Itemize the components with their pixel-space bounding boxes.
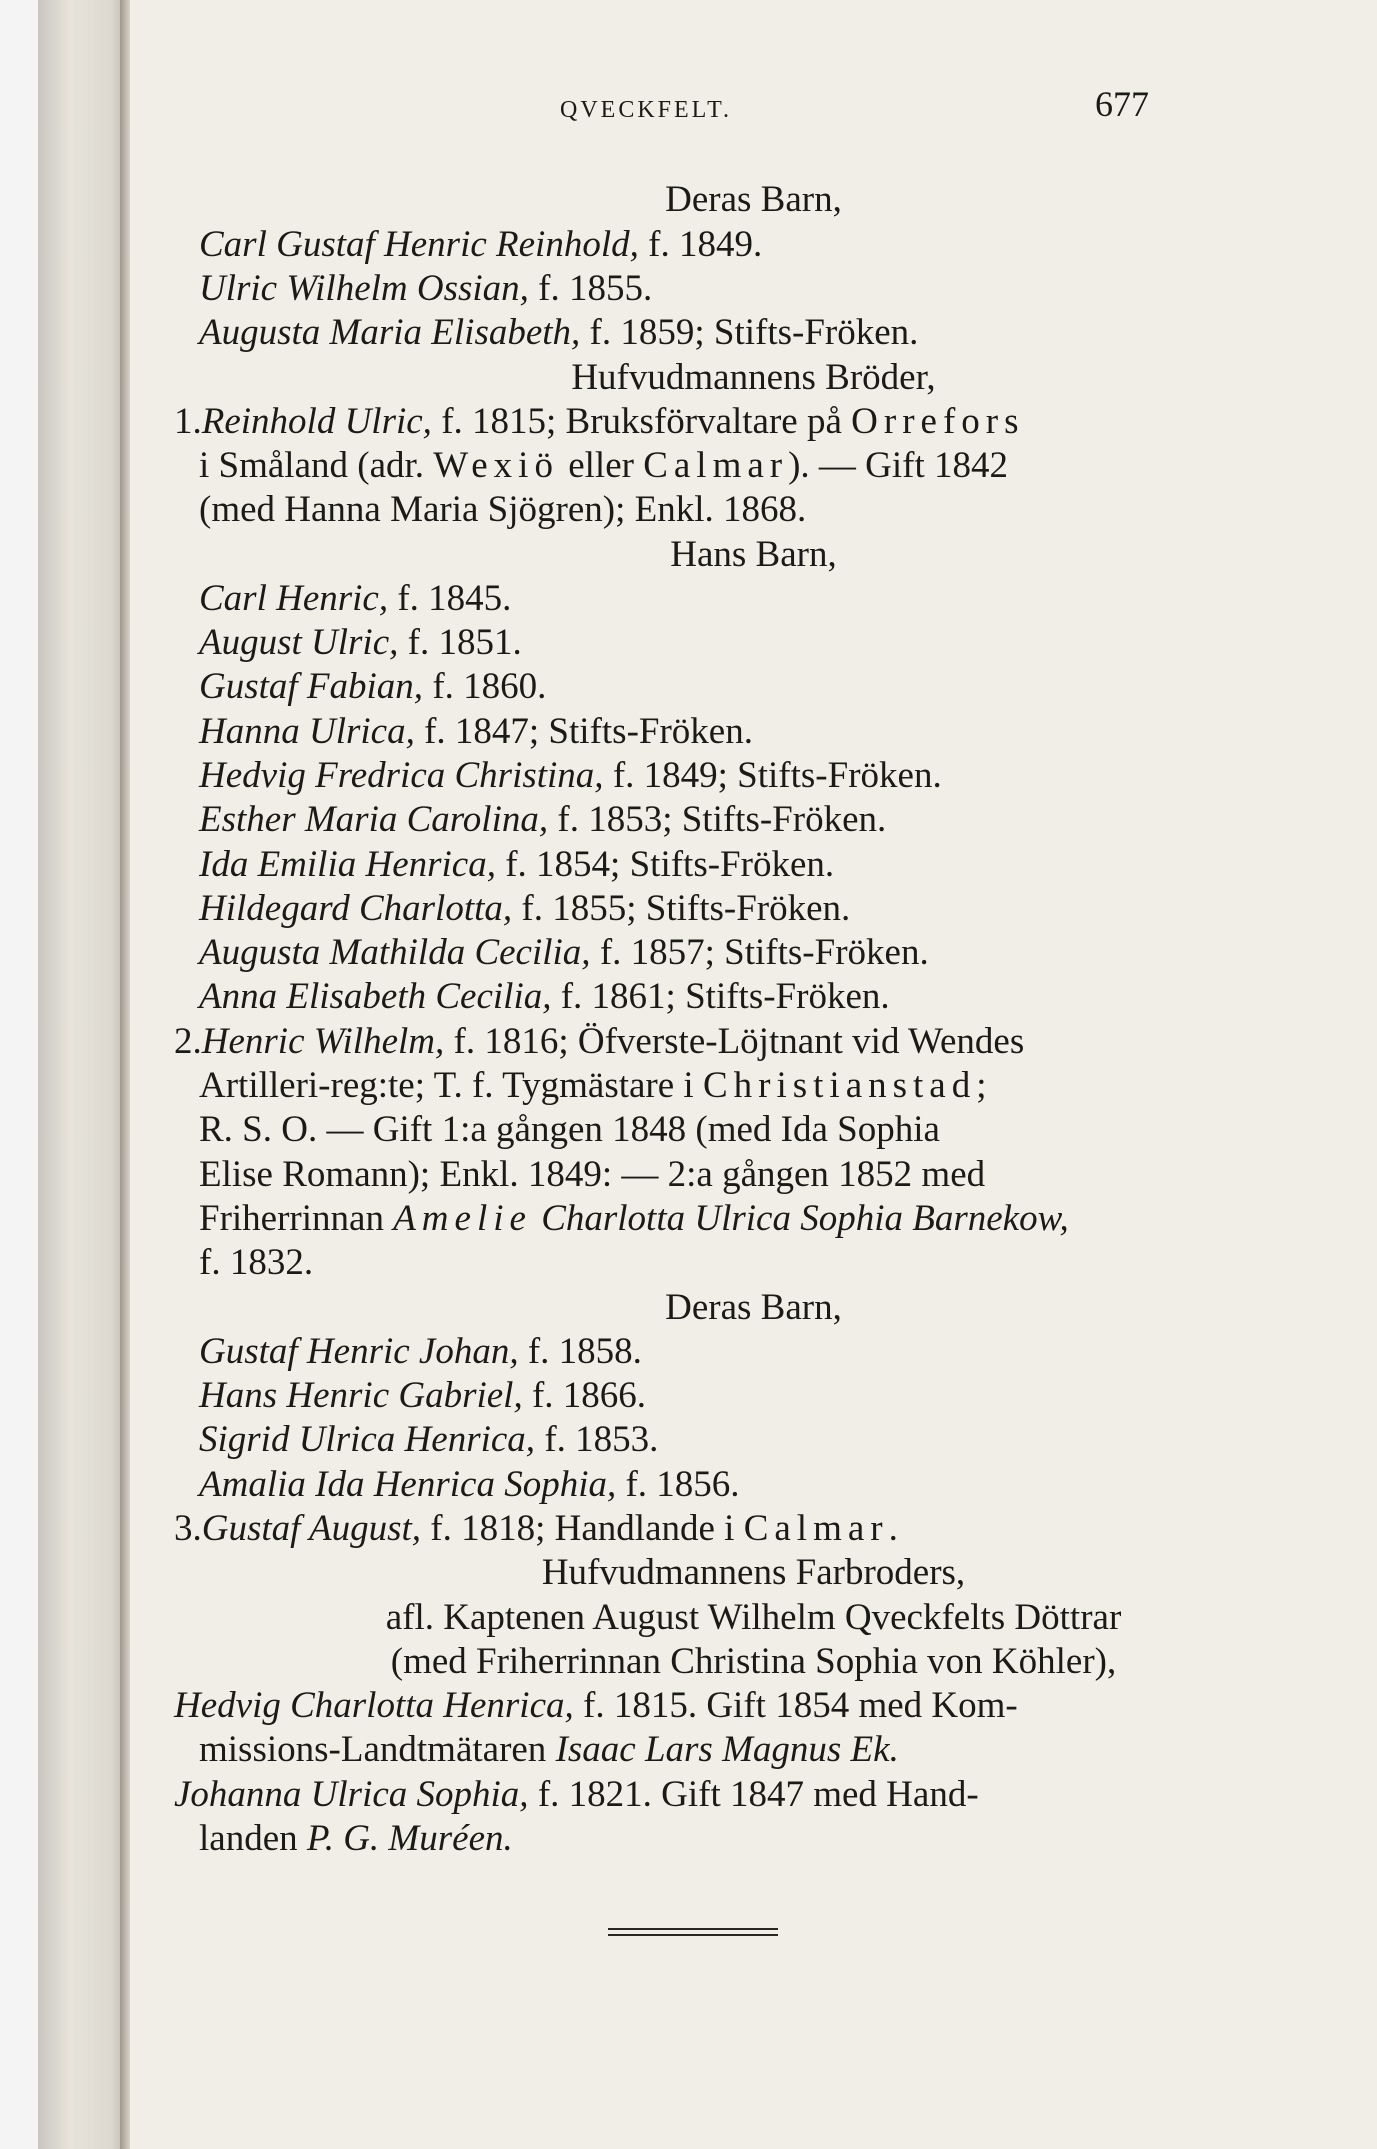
text-line: Artilleri-reg:te; T. f. Tygmästare i Christianstad; [199, 1065, 987, 1106]
book-page [130, 0, 1377, 2149]
text-line: Sigrid Ulrica Henrica, f. 1853. [199, 1419, 659, 1460]
heading-deras-barn: Deras Barn, [665, 179, 842, 220]
book-gutter [120, 0, 130, 2149]
text-line: Anna Elisabeth Cecilia, f. 1861; Stifts-Fröken. [199, 976, 890, 1017]
text-line: Carl Gustaf Henric Reinhold, f. 1849. [199, 224, 763, 265]
text-line: Hildegard Charlotta, f. 1855; Stifts-Fröken. [199, 888, 851, 929]
text-line: Hans Henric Gabriel, f. 1866. [199, 1375, 647, 1416]
previous-page-edge [38, 0, 130, 2149]
text-line: f. 1832. [199, 1242, 314, 1283]
text-line: Hanna Ulrica, f. 1847; Stifts-Fröken. [199, 711, 753, 752]
page-number: 677 [1095, 84, 1149, 124]
text-line: 1.Reinhold Ulric, f. 1815; Bruksförvaltare på Orrefors [174, 401, 1025, 442]
text-line: Ulric Wilhelm Ossian, f. 1855. [199, 268, 653, 309]
text-line: Esther Maria Carolina, f. 1853; Stifts-Fröken. [199, 799, 887, 840]
text-line: i Småland (adr. Wexiö eller Calmar). — Gift 1842 [199, 445, 1009, 486]
running-head: QVECKFELT. [560, 97, 733, 123]
heading-uncle: Hufvudmannens Farbroders, [541, 1552, 966, 1593]
text-line: missions-Landtmätaren Isaac Lars Magnus Ek. [199, 1729, 899, 1770]
text-line: Johanna Ulrica Sophia, f. 1821. Gift 1847 med Hand- [174, 1774, 979, 1815]
text-line: Friherrinnan Amelie Charlotta Ulrica Sophia Barnekow, [199, 1198, 1069, 1239]
text-line: August Ulric, f. 1851. [199, 622, 522, 663]
text-line: 3.Gustaf August, f. 1818; Handlande i Calmar. [174, 1508, 898, 1549]
text-line: Gustaf Fabian, f. 1860. [199, 666, 547, 707]
text-line: landen P. G. Muréen. [199, 1818, 513, 1859]
text-line: Hedvig Charlotta Henrica, f. 1815. Gift 1854 med Kom- [174, 1685, 1018, 1726]
text-line: Ida Emilia Henrica, f. 1854; Stifts-Fröken. [199, 844, 835, 885]
subheading-daughters: afl. Kaptenen August Wilhelm Qveckfelts Döttrar [385, 1597, 1122, 1638]
subheading-mother: (med Friherrinnan Christina Sophia von Köhler), [390, 1641, 1117, 1682]
text-line: Elise Romann); Enkl. 1849: — 2:a gången 1852 med [199, 1154, 986, 1195]
text-line: Augusta Mathilda Cecilia, f. 1857; Stifts-Fröken. [199, 932, 929, 973]
text-line: R. S. O. — Gift 1:a gången 1848 (med Ida Sophia [199, 1109, 940, 1150]
text-line: Gustaf Henric Johan, f. 1858. [199, 1331, 642, 1372]
text-line: Hedvig Fredrica Christina, f. 1849; Stifts-Fröken. [199, 755, 942, 796]
heading-hans-barn: Hans Barn, [670, 534, 837, 575]
heading-deras-barn: Deras Barn, [665, 1287, 842, 1328]
text-line: (med Hanna Maria Sjögren); Enkl. 1868. [199, 489, 807, 530]
scan-margin [0, 0, 38, 2149]
heading-brothers: Hufvudmannens Bröder, [571, 357, 936, 398]
text-line: 2.Henric Wilhelm, f. 1816; Öfverste-Löjtnant vid Wendes [174, 1021, 1025, 1062]
text-line: Augusta Maria Elisabeth, f. 1859; Stifts-Fröken. [199, 312, 919, 353]
text-line: Carl Henric, f. 1845. [199, 578, 512, 619]
text-line: Amalia Ida Henrica Sophia, f. 1856. [199, 1464, 740, 1505]
end-rule [608, 1928, 778, 1936]
